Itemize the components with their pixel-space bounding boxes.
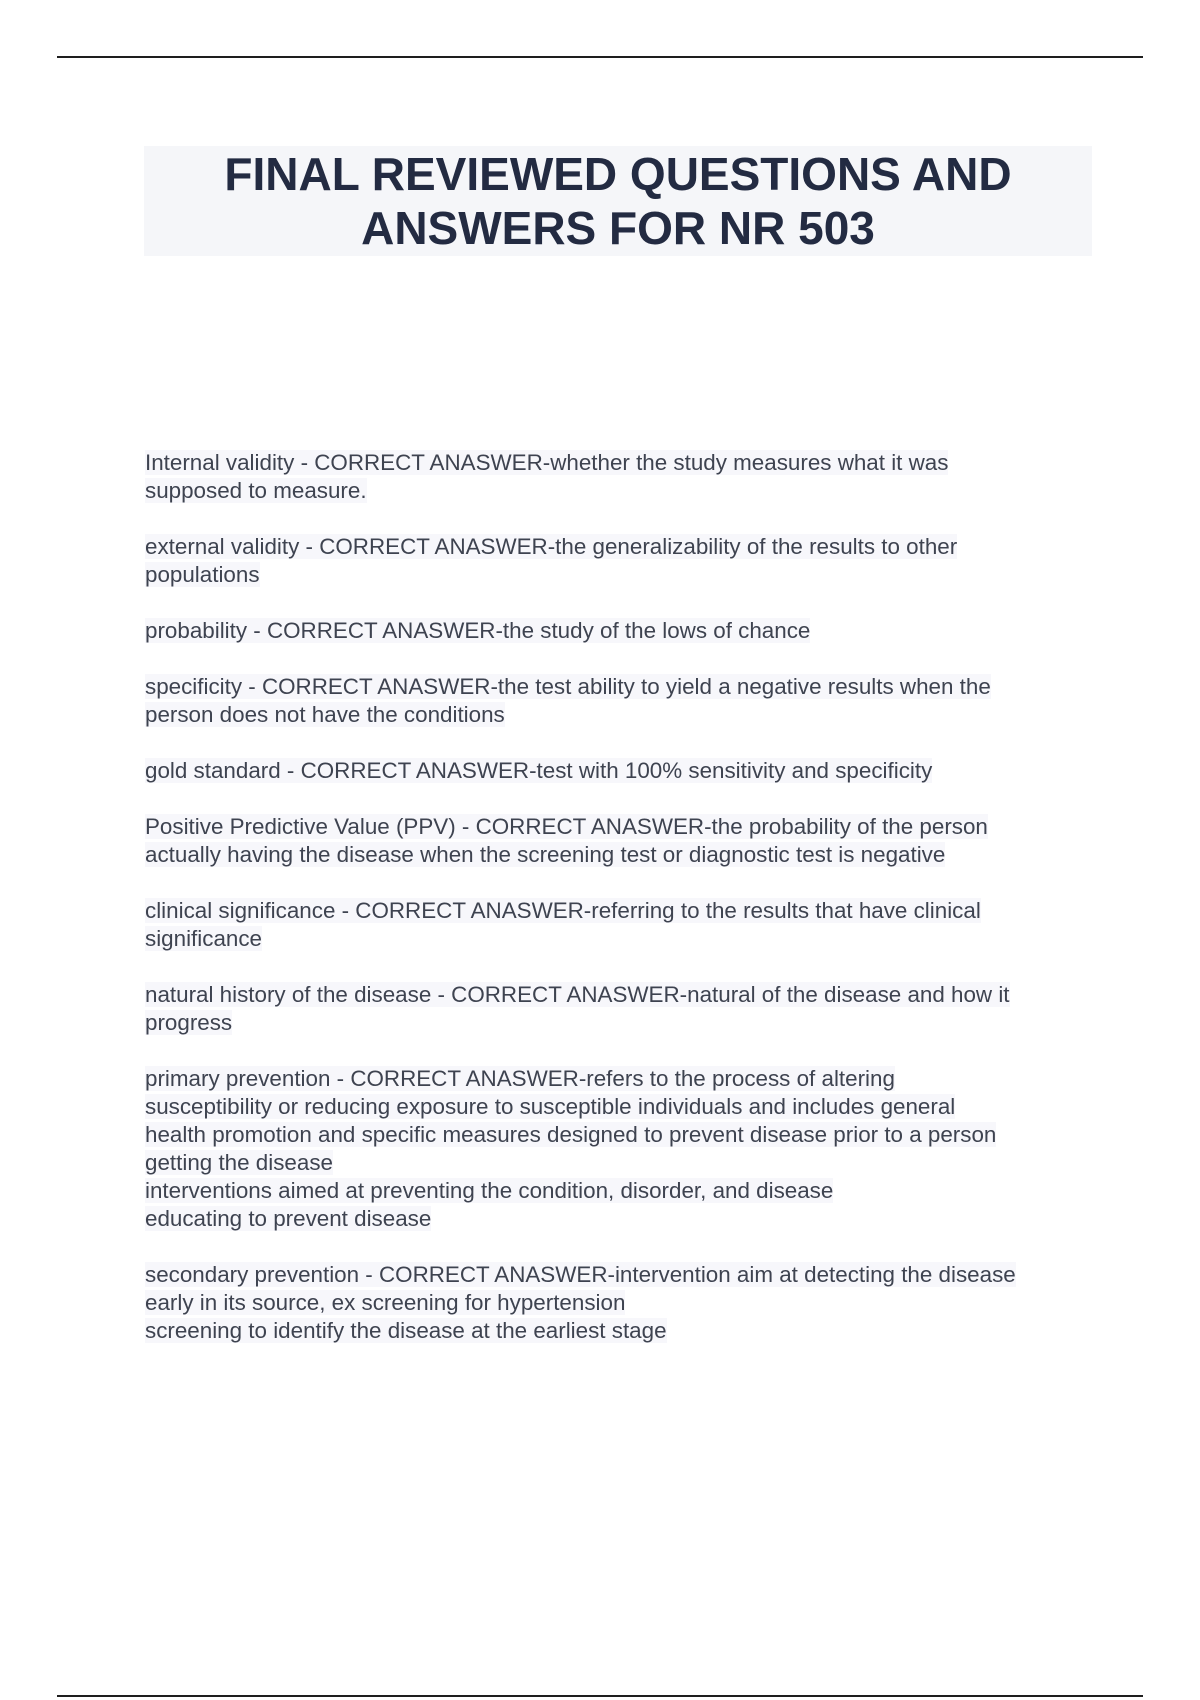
qa-entry-natural-history: natural history of the disease - CORRECT ANASWER-natural of the disease and how it progress xyxy=(145,982,1010,1035)
qa-entry-clinical-significance: clinical significance - CORRECT ANASWER-referring to the results that have clinical significance xyxy=(145,898,981,951)
qa-entry-specificity: specificity - CORRECT ANASWER-the test ability to yield a negative results when the person does not have the conditions xyxy=(145,674,991,727)
qa-entry-probability: probability - CORRECT ANASWER-the study of the lows of chance xyxy=(145,618,811,643)
footer-rule xyxy=(57,1695,1143,1697)
qa-entry-external-validity: external validity - CORRECT ANASWER-the generalizability of the results to other populations xyxy=(145,534,958,587)
qa-entry-primary-prevention: primary prevention - CORRECT ANASWER-refers to the process of altering susceptibility or reducing exposure to susceptible individuals and includes general health promotion and specific measures designed to prevent disease prior to a person getting the disease interventions aimed at preventing the condition, disorder, and disease educating to prevent disease xyxy=(145,1066,997,1231)
qa-entry-secondary-prevention: secondary prevention - CORRECT ANASWER-intervention aim at detecting the disease early in its source, ex screening for hypertension screening to identify the disease at the earliest stage xyxy=(145,1262,1016,1343)
qa-entry-gold-standard: gold standard - CORRECT ANASWER-test with 100% sensitivity and specificity xyxy=(145,758,933,783)
document-title: FINAL REVIEWED QUESTIONS AND ANSWERS FOR NR 503 xyxy=(224,148,1012,254)
qa-list xyxy=(145,449,1105,1373)
header-rule xyxy=(57,56,1143,58)
title-banner xyxy=(144,146,1092,256)
qa-entry-internal-validity: Internal validity - CORRECT ANASWER-whether the study measures what it was supposed to measure. xyxy=(145,450,949,503)
qa-entry-ppv: Positive Predictive Value (PPV) - CORRECT ANASWER-the probability of the person actually having the disease when the screening test or diagnostic test is negative xyxy=(145,814,988,867)
